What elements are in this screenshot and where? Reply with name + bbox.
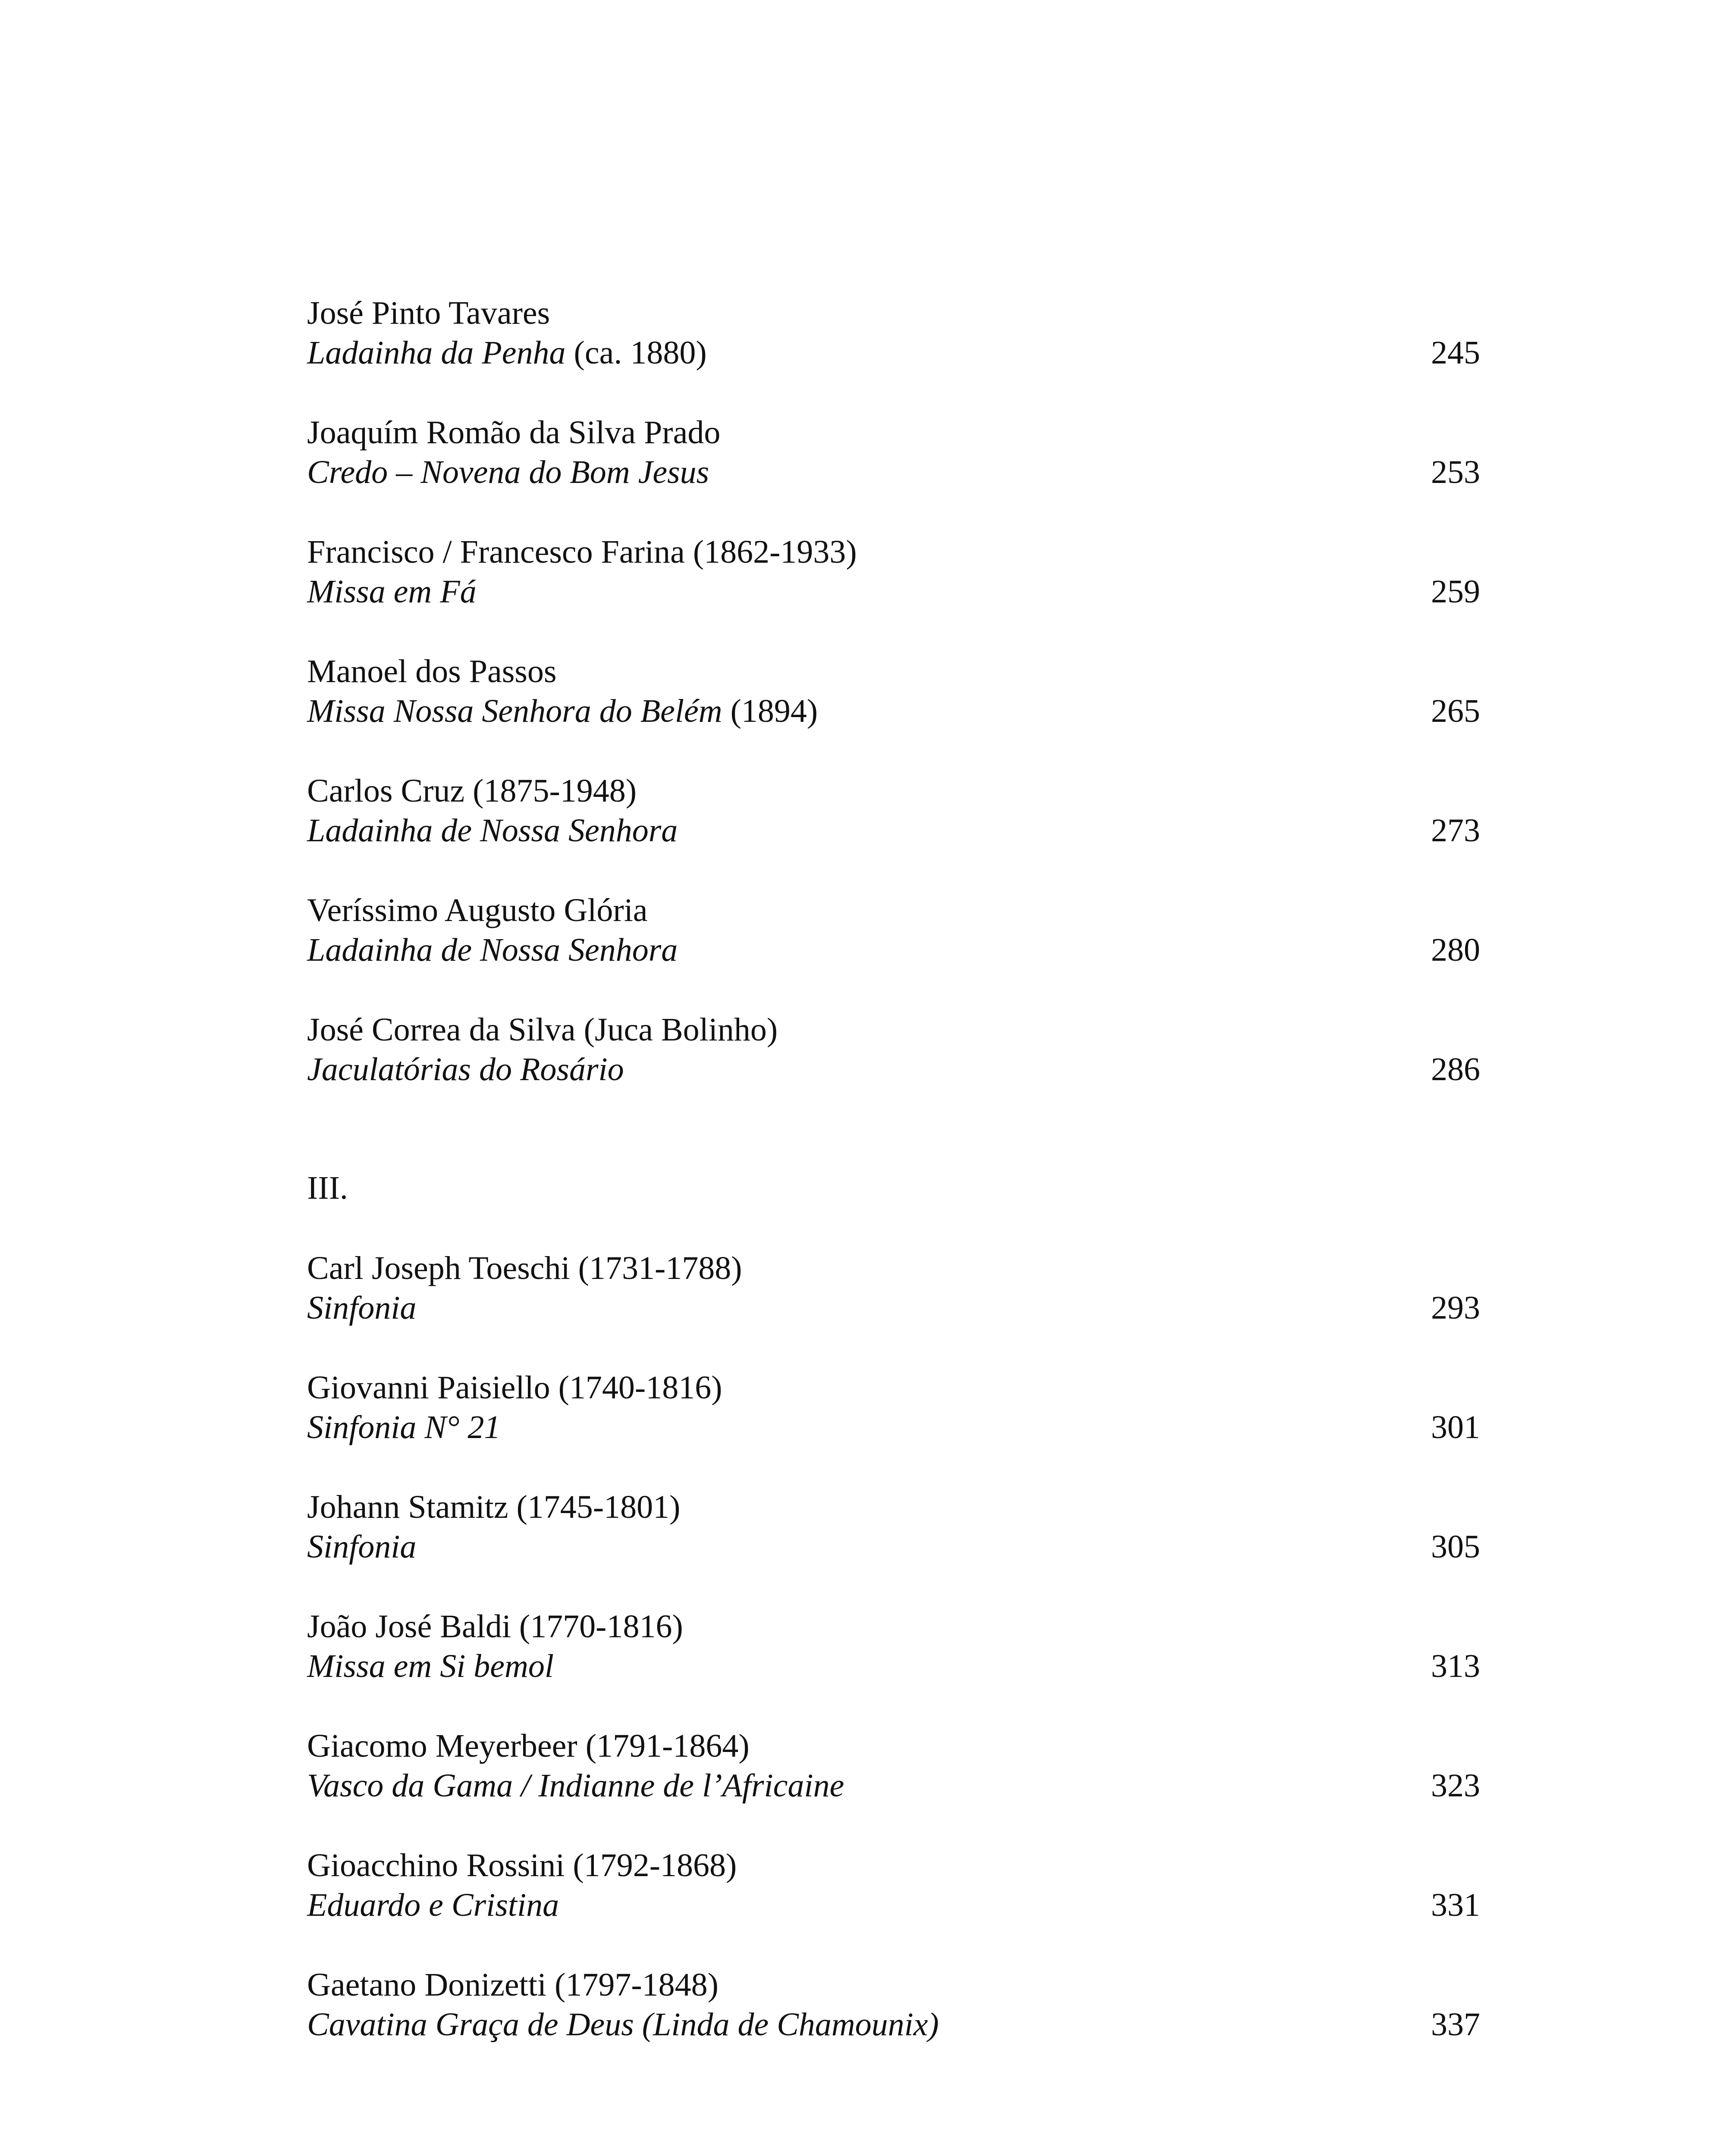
composer-name: Carl Joseph Toeschi (1731-1788) [307,1250,742,1286]
work-title-line [307,930,1480,970]
work-title: Cavatina Graça de Deus (Linda de Chamounix) [307,2006,939,2043]
composer-name: Manoel dos Passos [307,653,557,689]
page-reference: 253 [1431,454,1480,490]
composer-name: João José Baldi (1770-1816) [307,1608,683,1645]
work-date: (1894) [722,693,818,729]
composer-name: Joaquím Romão da Silva Prado [307,414,721,451]
work-title: Vasco da Gama / Indianne de l’Africaine [307,1767,844,1804]
table-of-contents [307,293,1480,2084]
page-reference: 245 [1431,335,1480,371]
work-title-line [307,572,1480,611]
toc-entry [307,1368,1480,1487]
work-title-line [307,333,1480,373]
page-reference: 331 [1431,1887,1480,1923]
toc-entry [307,771,1480,890]
composer-name: Francisco / Francesco Farina (1862-1933) [307,534,857,570]
work-title: Missa Nossa Senhora do Belém [307,693,722,729]
work-title: Credo – Novena do Bom Jesus [307,454,709,490]
work-title: Missa em Si bemol [307,1648,554,1684]
page-reference: 301 [1431,1409,1480,1445]
work-title: Eduardo e Cristina [307,1887,559,1923]
composer-name: Johann Stamitz (1745-1801) [307,1489,681,1525]
page-reference: 293 [1431,1290,1480,1326]
work-title-line [307,811,1480,850]
work-title: Missa em Fá [307,573,477,610]
work-title-line [307,1288,1480,1328]
composer-name: Giacomo Meyerbeer (1791-1864) [307,1728,750,1764]
work-title: Sinfonia N° 21 [307,1409,501,1445]
toc-entry [307,652,1480,771]
work-title: Jaculatórias do Rosário [307,1051,624,1087]
work-title-line [307,691,1480,731]
toc-entry [307,1010,1480,1129]
toc-entry [307,1248,1480,1368]
composer-name: Giovanni Paisiello (1740-1816) [307,1369,722,1406]
page-reference: 265 [1431,693,1480,729]
page-reference: 259 [1431,573,1480,610]
composer-name: José Pinto Tavares [307,295,550,331]
toc-entry [307,1846,1480,1965]
toc-entry [307,890,1480,1010]
page-reference: 280 [1431,932,1480,968]
work-title-line [307,1527,1480,1567]
composer-name: Gioacchino Rossini (1792-1868) [307,1847,737,1883]
work-title-line [307,1646,1480,1686]
composer-name: José Correa da Silva (Juca Bolinho) [307,1012,778,1048]
toc-entry [307,413,1480,532]
section-heading: III. [307,1170,348,1206]
page-reference: 273 [1431,812,1480,849]
work-title: Sinfonia [307,1290,417,1326]
work-date: (ca. 1880) [565,335,707,371]
composer-name: Carlos Cruz (1875-1948) [307,773,637,809]
toc-entry [307,1487,1480,1607]
composer-name: Gaetano Donizetti (1797-1848) [307,1967,719,2003]
work-title-line [307,1766,1480,1805]
work-title-line [307,452,1480,492]
work-title-line [307,1885,1480,1925]
work-title: Sinfonia [307,1529,417,1565]
page-reference: 286 [1431,1051,1480,1087]
work-title-line [307,2005,1480,2044]
page-reference: 313 [1431,1648,1480,1684]
composer-name: Veríssimo Augusto Glória [307,892,648,928]
toc-entry [307,1726,1480,1846]
toc-entry [307,1965,1480,2084]
page-reference: 337 [1431,2006,1480,2043]
toc-entry [307,532,1480,652]
work-title-line [307,1050,1480,1089]
page-reference: 305 [1431,1529,1480,1565]
work-title: Ladainha da Penha [307,335,566,371]
work-title: Ladainha de Nossa Senhora [307,812,678,849]
page-reference: 323 [1431,1767,1480,1804]
work-title: Ladainha de Nossa Senhora [307,932,678,968]
toc-entry [307,293,1480,413]
toc-entry [307,1607,1480,1726]
work-title-line [307,1407,1480,1447]
